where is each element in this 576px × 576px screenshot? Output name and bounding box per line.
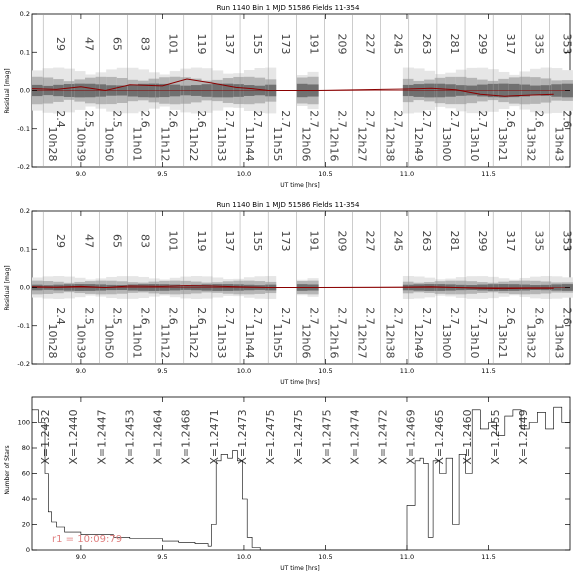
field-number-label: 245 — [391, 230, 405, 252]
airmass-label: 2.6 — [532, 307, 546, 325]
residual-panel-middle — [4, 201, 573, 386]
time-label: 10h39 — [74, 323, 88, 359]
time-label: 11h12 — [158, 126, 172, 162]
time-label: 13h21 — [496, 323, 510, 359]
airmass-label: 2.6 — [532, 110, 546, 128]
time-label: 11h12 — [158, 323, 172, 359]
x-tick-label: 9.5 — [157, 553, 168, 561]
x-tick-label: 11.5 — [481, 170, 496, 178]
airmass-label: 2.7 — [279, 307, 293, 325]
time-label: 11h55 — [271, 126, 285, 162]
airmass-label: 2.7 — [363, 307, 377, 325]
top-panel-x-label: UT time [hrs] — [280, 182, 320, 189]
time-label: 10h50 — [102, 126, 116, 162]
airmass-label: 2.6 — [194, 307, 208, 325]
field-number-label: 245 — [391, 33, 405, 55]
y-tick-label: -0.1 — [17, 321, 30, 330]
time-label: 10h39 — [74, 126, 88, 162]
time-label: 12h27 — [355, 323, 369, 359]
top-panel-y-label: Residual [mag] — [4, 68, 11, 114]
field-number-label: 191 — [307, 33, 321, 55]
airmass-label: 2.7 — [222, 110, 236, 128]
field-number-label: 227 — [363, 230, 377, 252]
field-number-label: 335 — [532, 230, 546, 252]
star-count-panel — [4, 397, 570, 572]
airmass-label: 2.7 — [419, 307, 433, 325]
time-label: 12h16 — [327, 323, 341, 359]
field-number-label: 353 — [560, 230, 574, 252]
field-number-label: 47 — [82, 37, 96, 51]
x-tick-label: 9.0 — [75, 170, 87, 178]
airmass-label: 2.7 — [447, 110, 461, 128]
bottom-panel-x-label: UT time [hrs] — [280, 565, 320, 572]
time-label: 10h50 — [102, 323, 116, 359]
airmass-label: 2.5 — [110, 110, 124, 128]
field-number-label: 209 — [335, 33, 349, 55]
x-tick-label: 11.5 — [481, 553, 496, 561]
middle-panel-title: Run 1140 Bin 1 MJD 51586 Fields 11-354 — [216, 201, 360, 209]
field-number-label: 191 — [307, 230, 321, 252]
y-tick-label: 100 — [17, 418, 30, 427]
airmass-label: 2.5 — [110, 307, 124, 325]
x-tick-label: 10.0 — [236, 367, 252, 375]
airmass-x-label: X=1.2453 — [123, 409, 137, 465]
airmass-label: 2.7 — [222, 307, 236, 325]
airmass-label: 2.7 — [391, 110, 405, 128]
airmass-label: 2.6 — [504, 307, 518, 325]
time-label: 13h32 — [524, 323, 538, 359]
middle-panel-x-label: UT time [hrs] — [280, 379, 320, 386]
time-label: 13h32 — [524, 126, 538, 162]
airmass-label: 2.5 — [82, 110, 96, 128]
airmass-label: 2.6 — [560, 307, 574, 325]
time-label: 11h01 — [130, 323, 144, 359]
x-tick-label: 11.5 — [481, 367, 496, 375]
field-number-label: 263 — [419, 33, 433, 55]
time-label: 12h06 — [299, 323, 313, 359]
x-tick-label: 9.5 — [157, 367, 168, 375]
time-label: 13h00 — [439, 323, 453, 359]
time-label: 13h10 — [468, 323, 482, 359]
airmass-label: 2.7 — [419, 110, 433, 128]
airmass-x-label: X=1.2432 — [39, 409, 53, 465]
field-number-label: 29 — [54, 234, 68, 248]
field-number-label: 299 — [476, 230, 490, 252]
time-label: 12h16 — [327, 126, 341, 162]
y-tick-label: 0.2 — [19, 10, 30, 18]
time-label: 13h43 — [552, 323, 566, 359]
field-number-label: 119 — [194, 33, 208, 55]
field-number-label: 173 — [279, 230, 293, 252]
airmass-label: 2.7 — [335, 307, 349, 325]
field-number-label: 119 — [194, 230, 208, 252]
bottom-panel-annotation: r1 = 10:09:79 — [52, 534, 123, 545]
time-label: 13h00 — [439, 126, 453, 162]
airmass-x-label: X=1.2474 — [348, 409, 362, 465]
field-number-label: 83 — [138, 234, 152, 248]
x-tick-label: 10.0 — [236, 553, 252, 561]
time-label: 12h49 — [411, 323, 425, 359]
airmass-x-label: X=1.2475 — [292, 409, 306, 465]
airmass-label: 2.7 — [447, 307, 461, 325]
field-number-label: 65 — [110, 37, 124, 51]
airmass-x-label: X=1.2449 — [517, 409, 531, 465]
time-label: 11h44 — [243, 126, 257, 162]
airmass-x-label: X=1.2472 — [376, 409, 390, 465]
y-tick-label: 0.1 — [19, 48, 30, 57]
time-label: 12h38 — [383, 323, 397, 359]
airmass-x-label: X=1.2464 — [151, 409, 165, 465]
time-label: 11h22 — [186, 323, 200, 359]
x-tick-label: 11.0 — [399, 367, 415, 375]
airmass-label: 2.4 — [54, 307, 68, 325]
time-label: 13h43 — [552, 126, 566, 162]
field-number-label: 209 — [335, 230, 349, 252]
x-tick-label: 9.5 — [157, 170, 168, 178]
x-tick-label: 9.0 — [75, 553, 87, 561]
field-number-label: 317 — [504, 230, 518, 252]
airmass-x-label: X=1.2455 — [489, 409, 503, 465]
field-number-label: 155 — [251, 33, 265, 55]
bottom-panel-y-label: Number of Stars — [4, 445, 11, 495]
y-tick-label: 0.0 — [19, 283, 30, 292]
time-label: 11h44 — [243, 323, 257, 359]
field-number-label: 263 — [419, 230, 433, 252]
time-label: 12h38 — [383, 126, 397, 162]
time-label: 12h49 — [411, 126, 425, 162]
airmass-label: 2.6 — [166, 307, 180, 325]
airmass-label: 2.7 — [335, 110, 349, 128]
field-number-label: 29 — [54, 37, 68, 51]
airmass-label: 2.7 — [307, 110, 321, 128]
airmass-label: 2.6 — [194, 110, 208, 128]
airmass-label: 2.6 — [138, 307, 152, 325]
field-number-label: 65 — [110, 234, 124, 248]
time-label: 11h33 — [214, 323, 228, 359]
y-tick-label: -0.2 — [17, 163, 30, 171]
airmass-x-label: X=1.2468 — [179, 409, 193, 465]
airmass-label: 2.6 — [166, 110, 180, 128]
airmass-x-label: X=1.2447 — [95, 409, 109, 465]
airmass-x-label: X=1.2440 — [67, 409, 81, 465]
y-tick-label: 60 — [21, 469, 30, 478]
airmass-label: 2.6 — [560, 110, 574, 128]
airmass-label: 2.7 — [307, 307, 321, 325]
field-number-label: 137 — [222, 33, 236, 55]
top-panel-title: Run 1140 Bin 1 MJD 51586 Fields 11-354 — [216, 4, 360, 12]
y-tick-label: 0 — [25, 546, 30, 554]
y-tick-label: 40 — [21, 495, 30, 503]
y-tick-label: 0.1 — [19, 245, 30, 254]
airmass-label: 2.6 — [138, 110, 152, 128]
airmass-x-label: X=1.2465 — [432, 409, 446, 465]
airmass-label: 2.7 — [251, 110, 265, 128]
field-number-label: 227 — [363, 33, 377, 55]
airmass-label: 2.7 — [251, 307, 265, 325]
x-tick-label: 10.5 — [318, 170, 333, 178]
time-label: 13h10 — [468, 126, 482, 162]
time-label: 11h22 — [186, 126, 200, 162]
airmass-label: 2.7 — [476, 110, 490, 128]
field-number-label: 155 — [251, 230, 265, 252]
time-label: 13h21 — [496, 126, 510, 162]
airmass-x-label: X=1.2469 — [404, 409, 418, 465]
x-tick-label: 11.0 — [399, 553, 415, 561]
y-tick-label: 20 — [21, 520, 30, 529]
field-number-label: 173 — [279, 33, 293, 55]
field-number-label: 101 — [166, 230, 180, 252]
time-label: 10h28 — [46, 323, 60, 359]
field-number-label: 101 — [166, 33, 180, 55]
x-tick-label: 10.5 — [318, 553, 333, 561]
time-label: 11h33 — [214, 126, 228, 162]
field-number-label: 299 — [476, 33, 490, 55]
middle-panel-y-label: Residual [mag] — [4, 265, 11, 311]
y-tick-label: -0.1 — [17, 124, 30, 133]
x-tick-label: 9.0 — [75, 367, 87, 375]
field-number-label: 281 — [447, 33, 461, 55]
field-number-label: 47 — [82, 234, 96, 248]
y-tick-label: -0.2 — [17, 360, 30, 368]
airmass-x-label: X=1.2473 — [235, 409, 249, 465]
time-label: 11h01 — [130, 126, 144, 162]
time-label: 11h55 — [271, 323, 285, 359]
airmass-x-label: X=1.2475 — [320, 409, 334, 465]
x-tick-label: 10.5 — [318, 367, 333, 375]
time-label: 10h28 — [46, 126, 60, 162]
field-number-label: 317 — [504, 33, 518, 55]
field-number-label: 335 — [532, 33, 546, 55]
x-tick-label: 10.0 — [236, 170, 252, 178]
y-tick-label: 80 — [21, 444, 30, 452]
time-label: 12h06 — [299, 126, 313, 162]
airmass-x-label: X=1.2475 — [264, 409, 278, 465]
airmass-x-label: X=1.2460 — [460, 409, 474, 465]
airmass-label: 2.5 — [82, 307, 96, 325]
airmass-label: 2.7 — [363, 110, 377, 128]
airmass-label: 2.7 — [476, 307, 490, 325]
field-number-label: 353 — [560, 33, 574, 55]
airmass-label: 2.6 — [504, 110, 518, 128]
airmass-label: 2.7 — [391, 307, 405, 325]
field-number-label: 281 — [447, 230, 461, 252]
airmass-label: 2.4 — [54, 110, 68, 128]
field-number-label: 137 — [222, 230, 236, 252]
airmass-label: 2.7 — [279, 110, 293, 128]
field-number-label: 83 — [138, 37, 152, 51]
airmass-x-label: X=1.2471 — [207, 409, 221, 465]
bottom-panel-airmass-labels — [39, 409, 530, 464]
y-tick-label: 0.0 — [19, 86, 30, 95]
y-tick-label: 0.2 — [19, 207, 30, 215]
residual-panel-top — [4, 4, 573, 189]
time-label: 12h27 — [355, 126, 369, 162]
x-tick-label: 11.0 — [399, 170, 415, 178]
